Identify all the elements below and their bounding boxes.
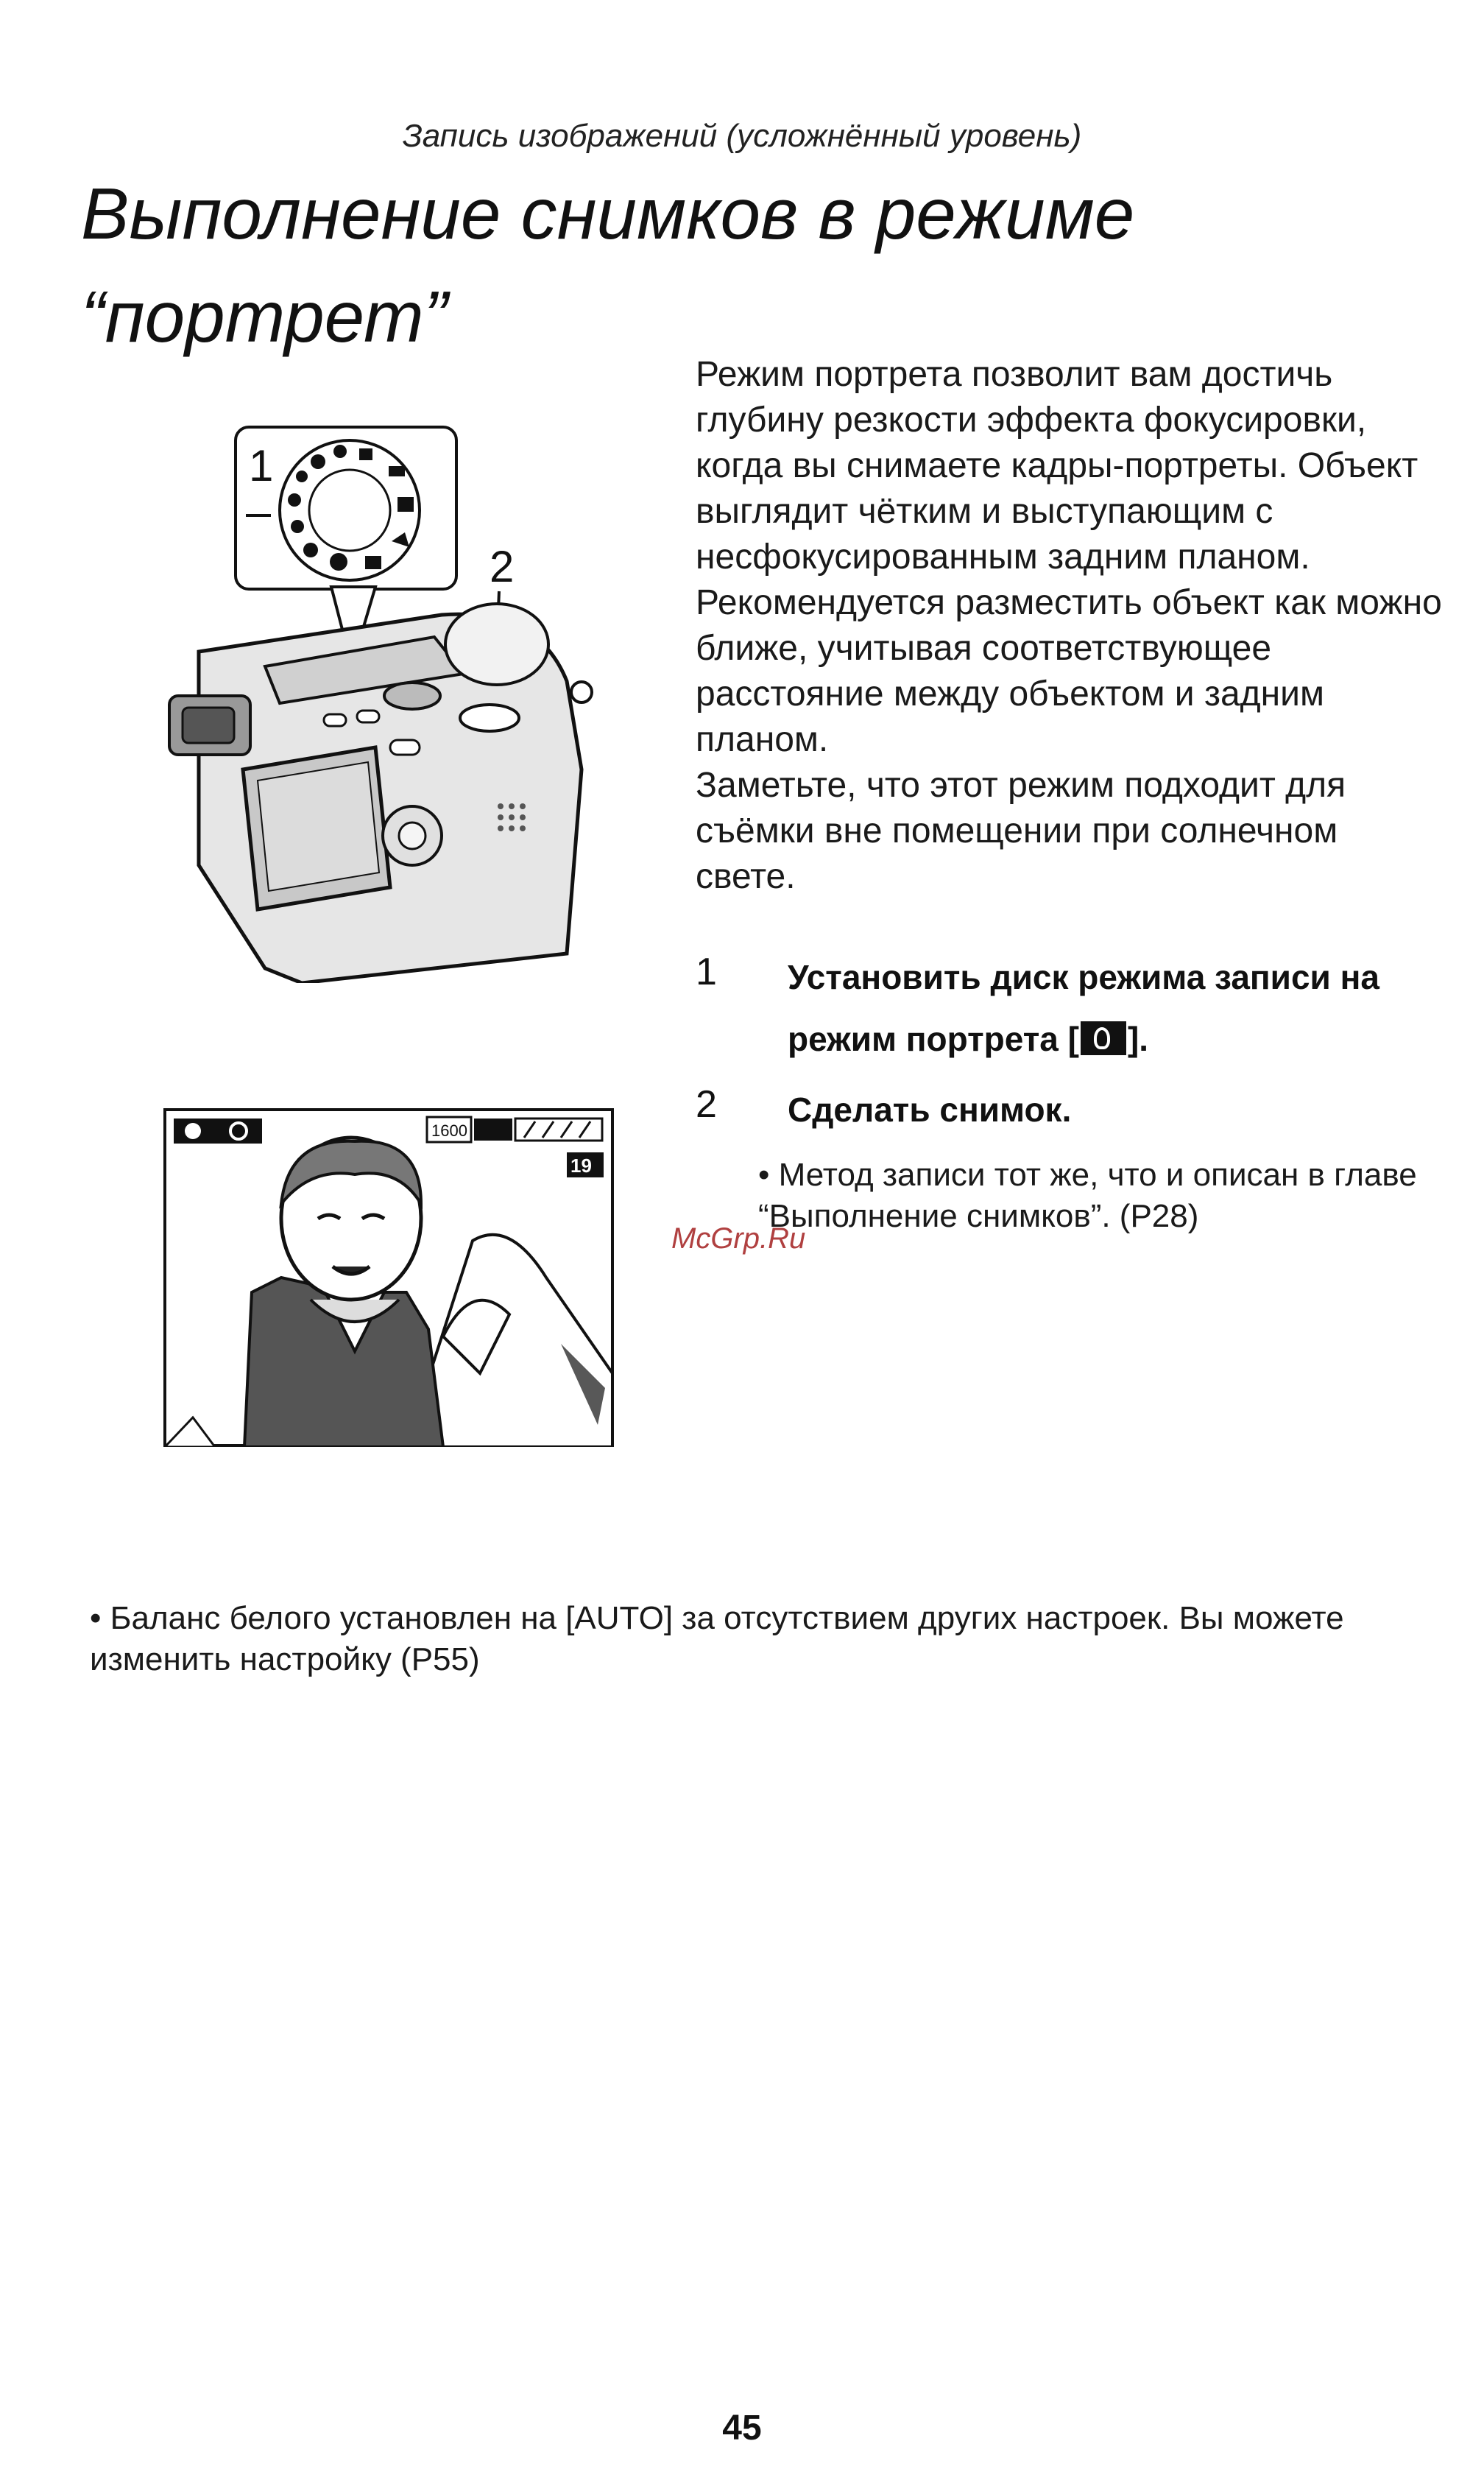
footnote: • Баланс белого установлен на [AUTO] за отсутствием других настроек. Вы можете изменить настройку (P55) bbox=[90, 1600, 1344, 1677]
page-title bbox=[81, 162, 1332, 368]
mode-dial-top bbox=[384, 683, 440, 709]
portrait-mode-icon bbox=[1081, 1021, 1126, 1055]
section-caption: Запись изображений (усложнённый уровень) bbox=[402, 118, 1082, 154]
step-1-text bbox=[788, 946, 1443, 1070]
intro-paragraph-1: Режим портрета позволит вам достичь глубину резкости эффекта фокусировки, когда вы снимаете кадры-портреты. Объект выглядит чётким и выступающим с несфокусированным задним планом. Рекомендуется разместить объект как можно ближе, учитывая соответствующее расстояние между объектом и задним планом. bbox=[696, 355, 1442, 759]
page-title-line-1: Выполнение снимков в режиме bbox=[81, 173, 1135, 254]
page-title-line-2: “портрет” bbox=[81, 276, 448, 357]
step-1-text-start: Установить диск режима записи на режим портрета [ bbox=[788, 958, 1379, 1058]
watermark: McGrp.Ru bbox=[671, 1222, 806, 1255]
resolution-indicator: 1600 bbox=[431, 1121, 467, 1140]
quality-icon bbox=[474, 1119, 512, 1141]
frames-remaining: 19 bbox=[570, 1155, 592, 1177]
lens bbox=[445, 604, 548, 685]
intro-text bbox=[696, 352, 1446, 900]
step-2-text: Сделать снимок. bbox=[788, 1091, 1072, 1129]
callout-number-2: 2 bbox=[490, 542, 515, 591]
step-1-number: 1 bbox=[696, 951, 717, 993]
step-2-note: • Метод записи тот же, что и описан в главе “Выполнение снимков”. (P28) bbox=[758, 1157, 1417, 1234]
step-2-number: 2 bbox=[696, 1083, 717, 1126]
shutter-button bbox=[460, 705, 519, 731]
callout-number-1: 1 bbox=[249, 441, 274, 490]
lcd-display-illustration bbox=[163, 1108, 614, 1447]
step-1-text-end: ]. bbox=[1127, 1020, 1149, 1058]
intro-paragraph-2: Заметьте, что этот режим подходит для съёмки вне помещении при солнечном свете. bbox=[696, 766, 1346, 896]
page-number: 45 bbox=[722, 2409, 762, 2448]
camera-illustration bbox=[155, 423, 611, 983]
